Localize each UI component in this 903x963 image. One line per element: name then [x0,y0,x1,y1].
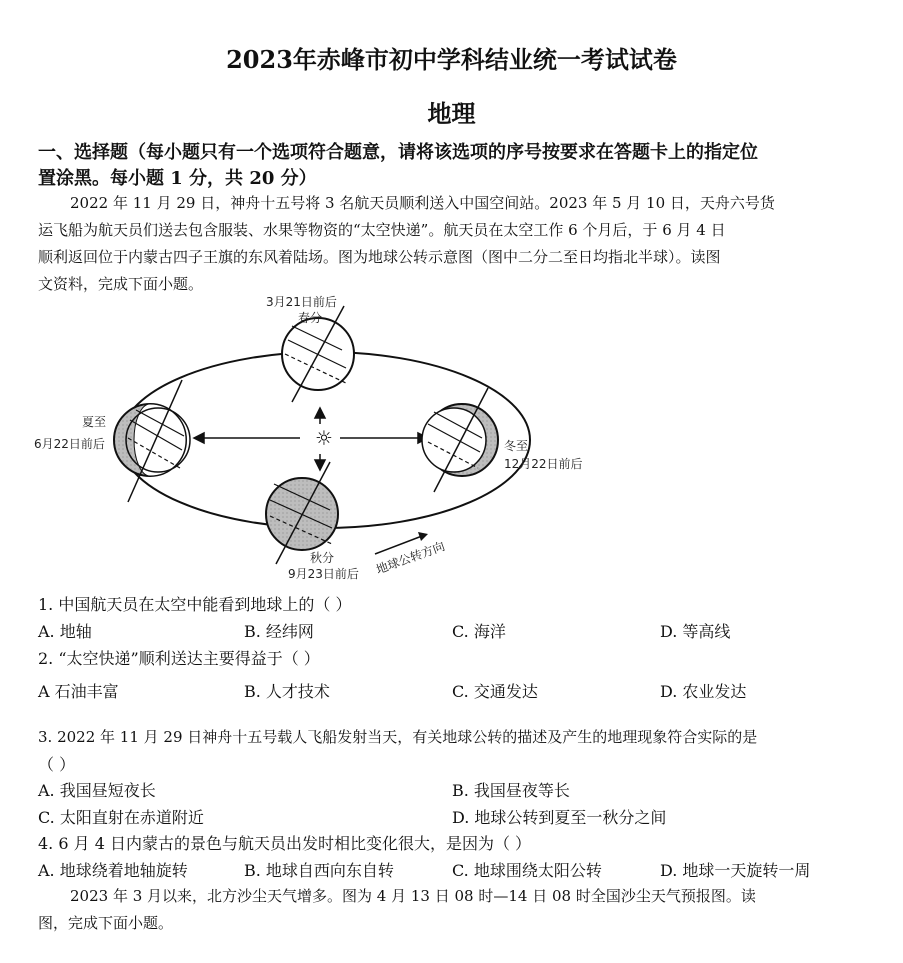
earth-revolution-diagram [30,292,630,588]
label-winter-date: 12月22日前后 [504,457,583,471]
closing-line-2: 图，完成下面小题。 [38,914,174,932]
intro-line-4: 文资料，完成下面小题。 [38,275,204,293]
question-1-option-c[interactable]: C. 海洋 [452,622,506,641]
label-direction: 地球公转方向 [374,539,447,577]
label-spring-date: 3月21日前后 [266,295,337,309]
question-4-option-d[interactable]: D. 地球一天旋转一周 [660,861,811,880]
section-header-line1: 一、选择题（每小题只有一个选项符合题意，请将该选项的序号按要求在答题卡上的指定位 [38,142,758,163]
question-3-stem-cont: （ ） [38,755,76,774]
question-2-option-b[interactable]: B. 人才技术 [244,682,330,701]
question-1-option-b[interactable]: B. 经纬网 [244,622,314,641]
closing-line-1: 2023 年 3 月以来，北方沙尘天气增多。图为 4 月 13 日 08 时—14 日 08 时全国沙尘天气预报图。读 [70,887,756,905]
intro-line-2: 运飞船为航天员们送去包含服装、水果等物资的“太空快递”。航天员在太空工作 6 个月后，于 6 月 4 日 [38,221,726,239]
question-3-stem: 3. 2022 年 11 月 29 日神舟十五号载人飞船发射当天，有关地球公转的描述及产生的地理现象符合实际的是 [38,728,758,746]
question-2-option-d[interactable]: D. 农业发达 [660,682,747,701]
intro-line-3: 顺利返回位于内蒙古四子王旗的东风着陆场。图为地球公转示意图（图中二分二至日均指北半球）。读图 [38,248,721,266]
question-3-option-d[interactable]: D. 地球公转到夏至一秋分之间 [452,808,667,827]
question-1-option-d[interactable]: D. 等高线 [660,622,731,641]
earth-autumn [266,462,338,564]
earth-summer [114,380,190,502]
label-autumn-name: 秋分 [310,551,335,565]
question-1-stem: 1. 中国航天员在太空中能看到地球上的（ ） [38,595,352,614]
question-4-stem: 4. 6 月 4 日内蒙古的景色与航天员出发时相比变化很大，是因为（ ） [38,834,532,853]
label-winter-name: 冬至 [504,439,529,453]
intro-line-1: 2022 年 11 月 29 日，神舟十五号将 3 名航天员顺利送入中国空间站。2023 年 5 月 10 日，天舟六号货 [70,194,775,212]
question-4-option-c[interactable]: C. 地球围绕太阳公转 [452,861,602,880]
subject-title: 地理 [427,99,476,128]
sun-icon: ☼ [315,426,333,450]
label-spring-name: 春分 [298,311,323,325]
section-header-line2: 置涂黑。每小题 1 分，共 20 分） [38,168,317,189]
question-4-option-a[interactable]: A. 地球绕着地轴旋转 [38,861,188,880]
earth-winter [422,388,498,492]
label-summer-name: 夏至 [82,415,107,429]
question-3-option-c[interactable]: C. 太阳直射在赤道附近 [38,808,204,827]
question-2-option-c[interactable]: C. 交通发达 [452,682,538,701]
question-2-stem: 2. “太空快递”顺利送达主要得益于（ ） [38,649,320,668]
exam-title: 2023年赤峰市初中学科结业统一考试试卷 [226,45,677,74]
question-4-option-b[interactable]: B. 地球自西向东自转 [244,861,394,880]
question-1-option-a[interactable]: A. 地轴 [38,622,92,641]
question-2-option-a[interactable]: A 石油丰富 [38,682,119,701]
question-3-option-b[interactable]: B. 我国昼夜等长 [452,781,570,800]
question-3-option-a[interactable]: A. 我国昼短夜长 [38,781,156,800]
label-summer-date: 6月22日前后 [34,437,105,451]
label-autumn-date: 9月23日前后 [288,567,359,581]
sun-ray-arrows [194,408,428,470]
